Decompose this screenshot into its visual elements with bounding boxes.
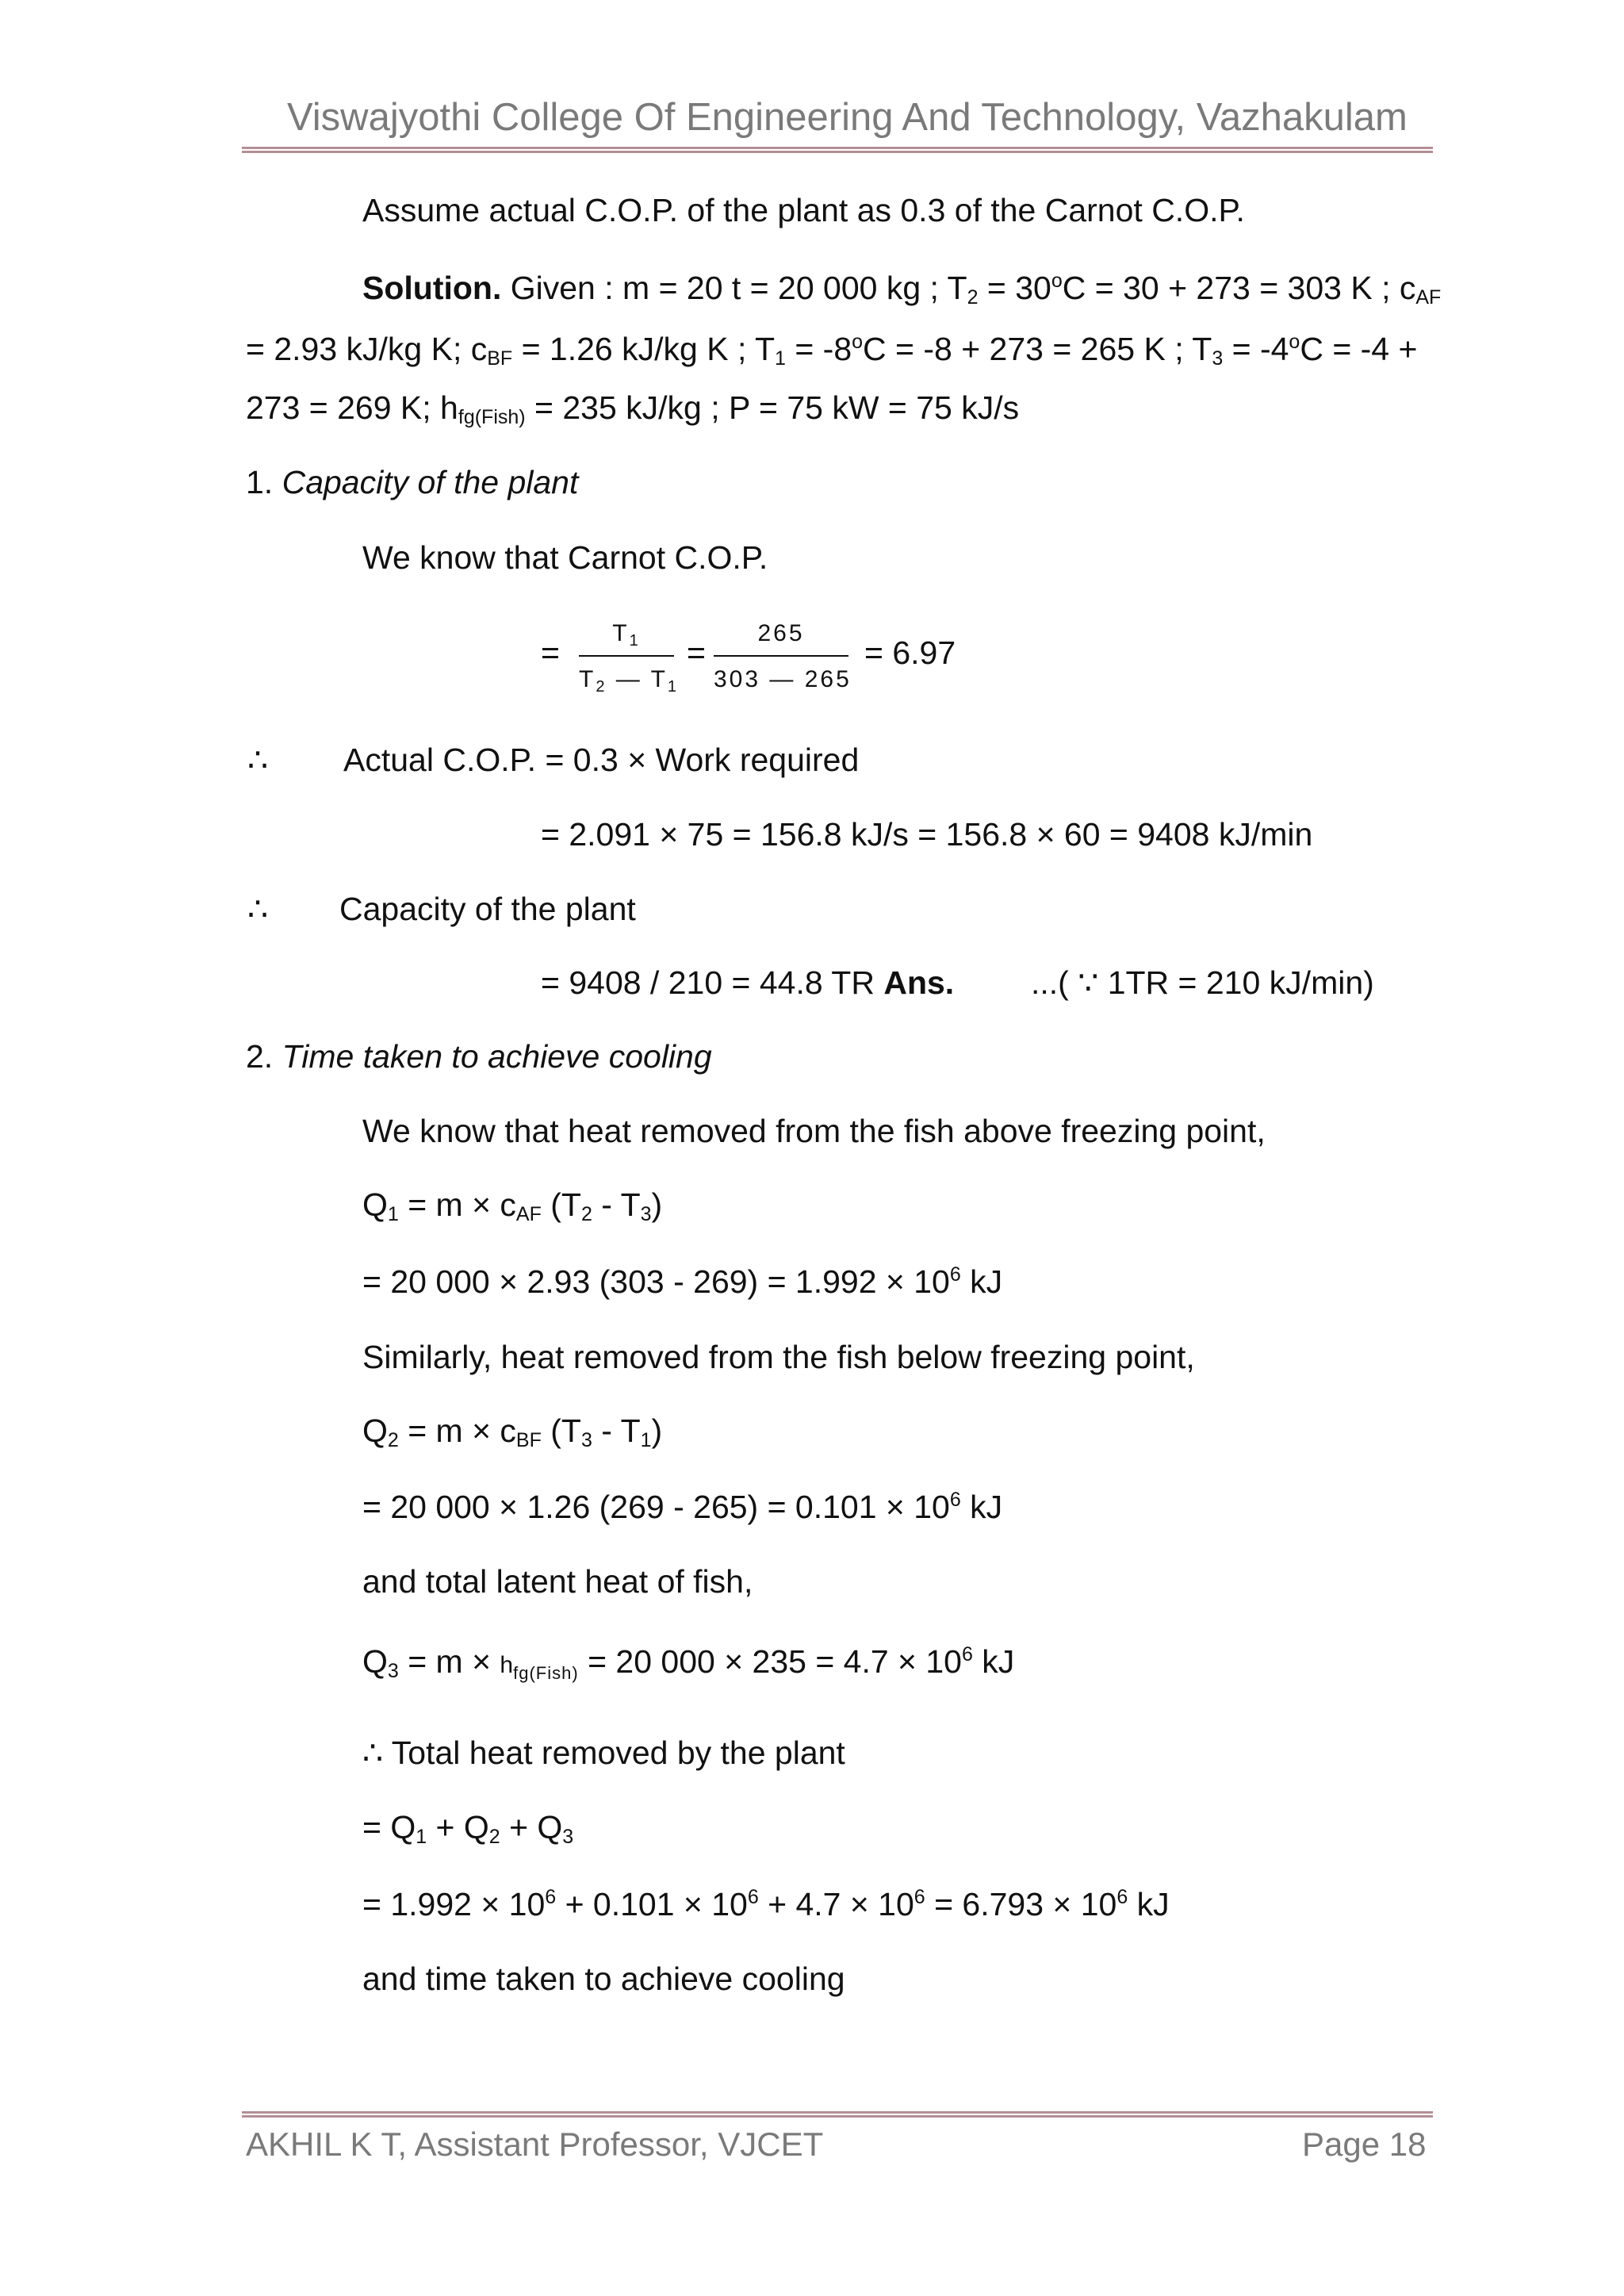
fraction-numeric: 265 303 — 265 xyxy=(714,620,852,692)
header-rule xyxy=(242,147,1433,153)
sum-formula: = $Q_1 + Q_2 + Q_3$ xyxy=(362,1809,574,1848)
equals-sign-2: = xyxy=(687,634,706,671)
capacity-calc: = 9408 / 210 = 44.8 TR Ans. xyxy=(541,964,955,1001)
capacity-label: Capacity of the plant xyxy=(339,891,636,927)
therefore-symbol-3: ∴ xyxy=(362,1734,384,1771)
therefore-symbol-2: ∴ xyxy=(247,891,269,927)
actual-cop-line: Actual C.O.P. = 0.3 × Work required xyxy=(343,742,860,778)
solution-label: Solution. xyxy=(362,270,502,306)
carnot-result: = 6.97 xyxy=(864,634,956,671)
q2-formula: $Q_2 = m \times c_{BF}$ $(T_3 - T_1)$ xyxy=(362,1412,663,1451)
therefore-symbol-1: ∴ xyxy=(247,742,269,778)
answer-label: Ans. xyxy=(883,964,955,1001)
total-heat-line: ∴ Total heat removed by the plant xyxy=(362,1734,845,1771)
equals-sign: = xyxy=(541,634,560,671)
header-title: Viswajyothi College Of Engineering And Technology, Vazhakulam xyxy=(287,96,1408,139)
section-2-heading: 2. Time taken to achieve cooling xyxy=(246,1038,712,1075)
heat-below-intro: Similarly, heat removed from the fish below freezing point, xyxy=(362,1339,1195,1375)
page-number: Page 18 xyxy=(1302,2125,1427,2163)
total-calc: = $1.992 \times 10^6 + 0.101 \times 10^6 + 4.7 \times 10^6 = 6.793 \times 10^6$ kJ xyxy=(362,1886,1170,1922)
given-line-2: = 2.93 kJ/kg K; $c_{BF} = 1.26$ kJ/kg K ; $T_1 = -8^oC = -8 + 273 = 265$ K ; $T_3 = -4^oC = -4$ + xyxy=(246,331,1418,370)
heat-above-intro: We know that heat removed from the fish above freezing point, xyxy=(362,1113,1266,1149)
q3-formula: $Q_3 = m$ × hfg(Fish) = 20 $000 \times 235 = 4.7 \times 10^6$ kJ xyxy=(362,1643,1015,1683)
latent-intro: and total latent heat of fish, xyxy=(362,1563,753,1600)
q2-calc: = 20 000 × 1.26 $(269 - 265) = 0.101 \times 10^6$ kJ xyxy=(362,1489,1003,1525)
actual-cop-calc: = 2.091 × 75 = 156.8 kJ/s = 156.8 × 60 = 9408 kJ/min xyxy=(541,816,1313,853)
assume-line: Assume actual C.O.P. of the plant as 0.3 of the Carnot C.O.P. xyxy=(362,192,1245,228)
footer-rule xyxy=(242,2111,1433,2118)
given-line-3: 273 = 269 K; $h_{fg(Fish)} = 235$ kJ/kg ; P = 75 kW = 75 kJ/s xyxy=(246,389,1020,428)
section-1-heading: 1. Capacity of the plant xyxy=(246,464,579,500)
carnot-intro: We know that Carnot C.O.P. xyxy=(362,539,768,576)
given-line-1: Solution. Given : m = 20 t = 20 000 kg ; $T_2 = 30^oC = 30 + 273 = 303$ K ; $c_{AF}$ xyxy=(362,270,1442,309)
q1-formula: $Q_1 = m \times c_{AF}$ $(T_2 - T_3)$ xyxy=(362,1186,663,1225)
q1-calc: = 20 000 × 2.93 $(303 - 269) = 1.992 \times 10^6$ kJ xyxy=(362,1263,1003,1300)
footer-author: AKHIL K T, Assistant Professor, VJCET xyxy=(246,2125,824,2163)
fraction-symbolic: $T_1$ $T_2$ — $T_1$ xyxy=(579,620,680,696)
time-taken-line: and time taken to achieve cooling xyxy=(362,1961,845,1997)
tr-note: ...( ∵ 1TR = 210 kJ/min) xyxy=(1031,964,1374,1001)
